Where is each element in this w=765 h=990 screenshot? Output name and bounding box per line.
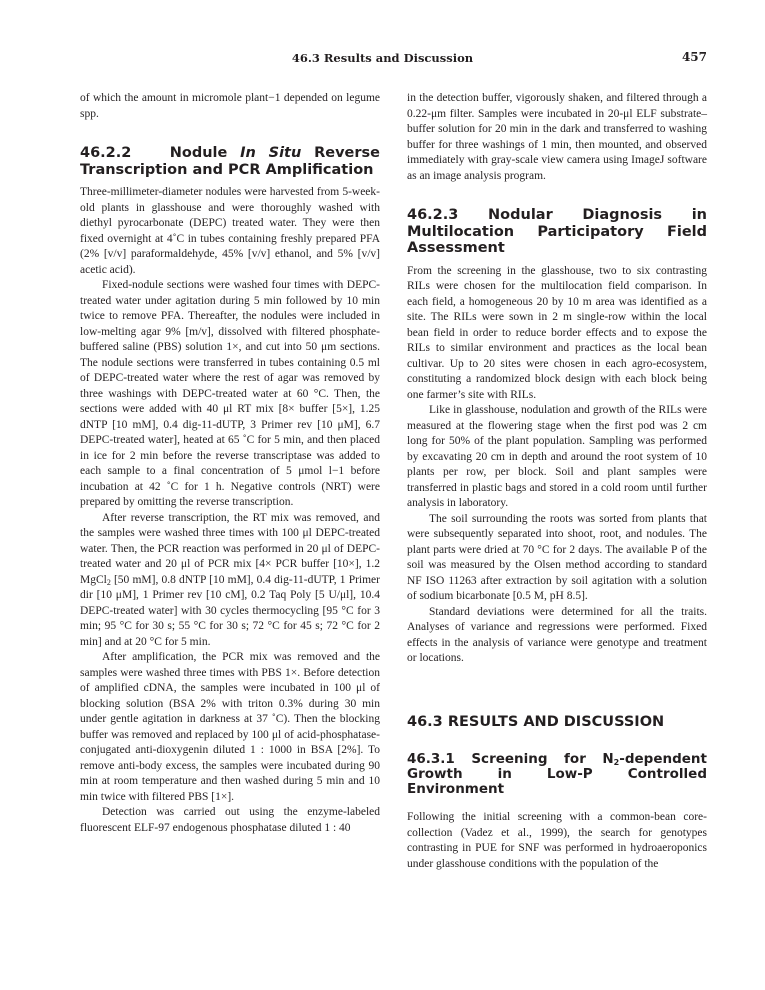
section-title-part: Nodule — [169, 145, 241, 161]
paragraph: Standard deviations were determined for all the traits. Analyses of variance and regressions were performed. Fixed effects in the analysis of variance were genotype and treatment or locations. — [407, 605, 707, 664]
paragraph: The soil surrounding the roots was sorted from plants that were subsequently separated into shoot, root, and nodules. The plant parts were dried at 70 °C for 2 days. The available P of the soil was measured by the Olsen method according to standard NF ISO 11263 after extraction by soil agitation with a solution of sodium bicarbonate [0.5 M, pH 8.5]. — [407, 512, 707, 602]
paragraph: After amplification, the PCR mix was removed and the samples were washed three times with PBS 1×. Before detection of amplified cDNA, the samples were incubated in 100 μl of blocking solution (BSA 2% with triton 0.3% during 30 min under gentle agitation in darkness at 37 ˚C). Then the blocking buffer was removed and replaced by 100 μl of acid-phosphatase-conjugated anti-dioxygenin diluted 1 : 1000 in BSA [2%]. To remove anti-body excess, the samples were incubated during 90 min at room temperature and then washed during 5 min and 10 min twice with filtered PBS [1×]. — [80, 651, 380, 803]
paragraph: Three-millimeter-diameter nodules were harvested from 5-week-old plants in glasshouse and were thoroughly washed with diethyl pyrocarbonate (DEPC) treated water. They were then fixed overnight at 4˚C in tubes containing freshly prepared PFA (2% [v/v] paraformaldehyde, 45% [v/v] ethanol, and 5% [v/v] acetic acid). — [80, 186, 380, 276]
section-number: 46.2.2 — [80, 145, 132, 161]
paragraph: Fixed-nodule sections were washed four times with DEPC-treated water under agitation during 5 min followed by 10 min twice to remove PFA. Thereafter, the nodules were included in low-melting agar 9% [m/v], dissolved with filtered phosphate-buffered saline (PBS) solution 1×, and cut into 50 μm sections. The nodule sections were transferred in tubes containing 0.5 ml of DEPC-treated water where the rest of agar was removed by three washings with DEPC-treated water at 60 °C. Then, the sections were added with 40 μl RT mix [8× buffer [5×], 1.25 dNTP [10 mM], 0.4 dig-11-dUTP, 3 Primer rev [10 μM], 6.7 DEPC-treated water], heated at 65 ˚C for 5 min, and then placed in ice for 2 min before the reverse transcriptase was added to each sample to a final concentration of 5 μmol l−1 before incubation at 42 ˚C for 1 h. Negative controls (NRT) were prepared by omitting the reverse transcription. — [80, 279, 380, 508]
left-column — [80, 91, 380, 836]
section-heading-46-3: 46.3 RESULTS AND DISCUSSION — [407, 713, 665, 730]
section-heading-46-2-2 — [80, 145, 380, 178]
right-column — [407, 91, 707, 872]
running-header-title: 46.3 Results and Discussion — [291, 51, 474, 65]
paragraph: After reverse transcription, the RT mix was removed, and the samples were washed three times with 100 μl DEPC-treated water. Then, the PCR reaction was performed in 20 μl of DEPC-treated water and 20 μl of PCR mix [4× PCR buffer [10×], 1.2 MgCl$_2$ [50 mM], 0.8 dNTP [10 mM], 0.4 dig-11-dUTP, 1 Primer dir [10 μM], 1 Primer rev [10 cM], 0.2 Taq Poly [5 U/μl], 10.4 DEPC-treated water] with 30 cycles thermocycling [95 °C for 3 min; 95 °C for 30 s; 55 °C for 30 s; 72 °C for 45 s; 72 °C for 2 min] and at 20 °C for 5 min. — [80, 511, 380, 648]
section-title-italic: In Situ — [240, 145, 302, 161]
section-heading-46-2-3: 46.2.3 Nodular Diagnosis in Multilocation Participatory Field Assessment — [407, 207, 707, 256]
paragraph: Like in glasshouse, nodulation and growth of the RILs were measured at the flowering stage when the first pod was 2 cm long for 50% of the plant population. Sampling was performed by excavating 20 cm in depth and around the root system of 10 plants per row, per block. Soil and plant samples were transferred in plastic bags and stored in a cold room until further analysis in laboratory. — [407, 404, 707, 509]
paragraph-continued: of which the amount in micromole plant−1 depended on legume spp. — [80, 92, 380, 120]
section-title-part: Reverse Transcription and PCR Amplification — [80, 145, 380, 178]
page-number: 457 — [681, 50, 707, 64]
section-heading-46-3-1: 46.3.1 Screening for $N_2$-dependent Growth in Low-P Controlled Environment — [407, 751, 707, 797]
paragraph: Following the initial screening with a common-bean core-collection (Vadez et al., 1999), the search for genotypes contrasting in PUE for SNF was performed in hydroaeroponics under glasshouse conditions with the population of the — [407, 811, 707, 870]
paragraph-continued: in the detection buffer, vigorously shaken, and filtered through a 0.22-μm filter. Samples were incubated in 20-μl ELF substrate–buffer solution for 20 min in the dark and transferred to washing buffer for three washings of 1 min, then mounted, and observed immediately with gray-scale view camera using ImageJ software as an image analysis program. — [407, 92, 707, 182]
paragraph: Detection was carried out using the enzyme-labeled fluorescent ELF-97 endogenous phosphatase diluted 1 : 40 — [80, 806, 380, 834]
paragraph: From the screening in the glasshouse, two to six contrasting RILs were chosen for the multilocation field comparison. In each field, a homogeneous 20 by 10 m area was identified as a site. The RILs were sown in 2 m single-row within the local bean field in order to reduce border effects and to expose the RILs to similar environment and practices as the local bean cultivar. Up to 20 sites were chosen in each agro-ecosystem, constituting a randomized block design with each block being one farmer’s site with RILs. — [407, 264, 707, 401]
